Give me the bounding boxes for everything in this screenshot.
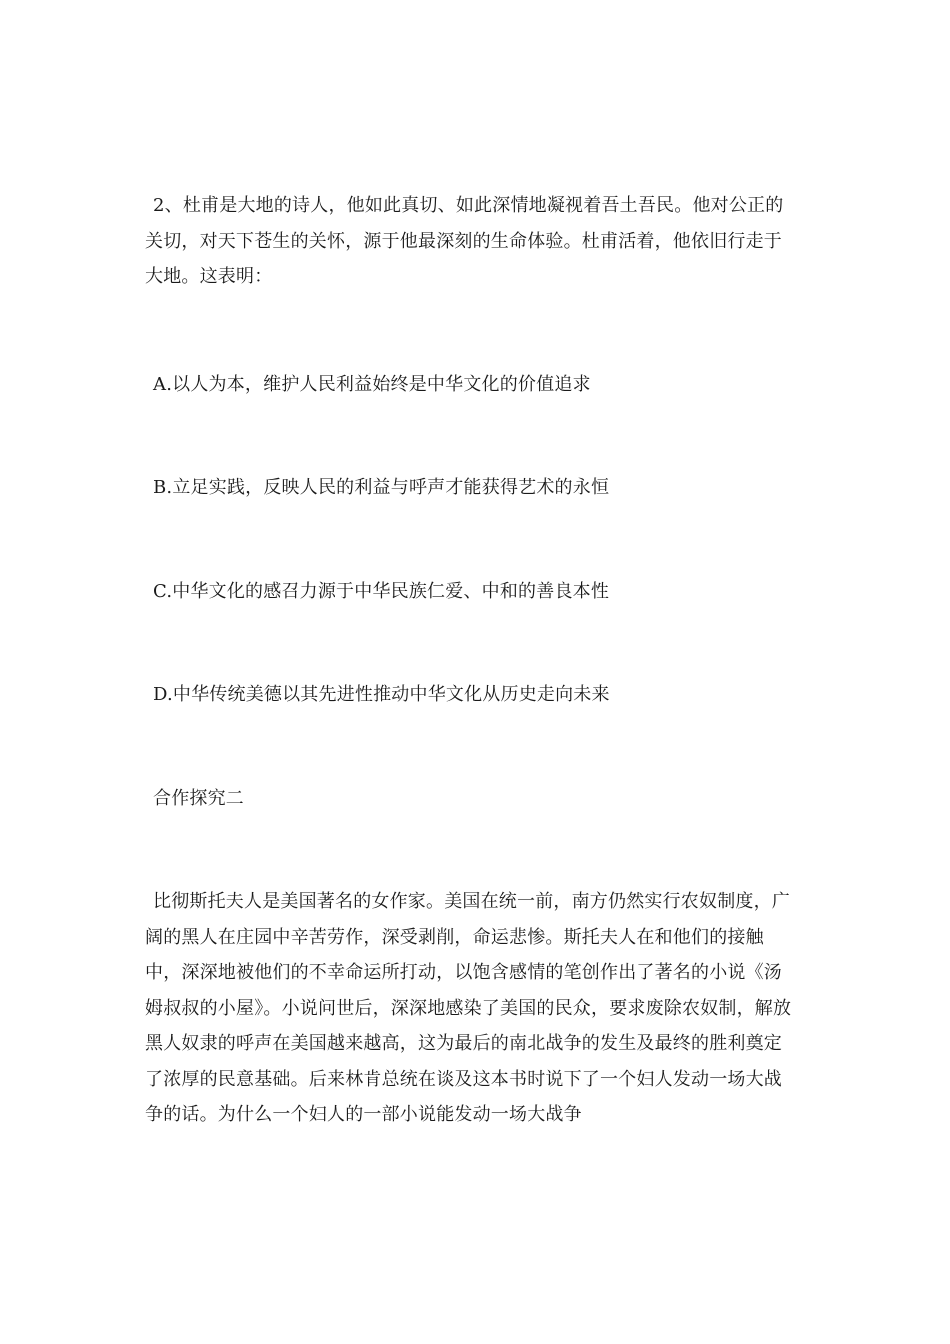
option-b: B.立足实践，反映人民的利益与呼声才能获得艺术的永恒 [153,477,610,498]
option-a: A.以人为本，维护人民利益始终是中华文化的价值追求 [153,374,591,395]
section-heading: 合作探究二 [153,788,244,809]
option-c: C.中华文化的感召力源于中华民族仁爱、中和的善良本性 [153,581,610,602]
question-2-text: 2、杜甫是大地的诗人，他如此真切、如此深情地凝视着吾土吾民。他对公正的关切，对天下苍生的关怀，源于他最深刻的生命体验。杜甫活着，他依旧行走于大地。这表明： [145,195,784,287]
option-d: D.中华传统美德以其先进性推动中华文化从历史走向未来 [153,684,610,705]
passage-text: 比彻斯托夫人是美国著名的女作家。美国在统一前，南方仍然实行农奴制度，广阔的黑人在庄园中辛苦劳作，深受剥削，命运悲惨。斯托夫人在和他们的接触中，深深地被他们的不幸命运所打动，以饱含感情的笔创作出了著名的小说《汤姆叔叔的小屋》。小说问世后，深深地感染了美国的民众，要求废除农奴制，解放黑人奴隶的呼声在美国越来越高，这为最后的南北战争的发生及最终的胜利奠定了浓厚的民意基础。后来林肯总统在谈及这本书时说下了一个妇人发动一场大战争的话。为什么一个妇人的一部小说能发动一场大战争 [145,891,792,1125]
